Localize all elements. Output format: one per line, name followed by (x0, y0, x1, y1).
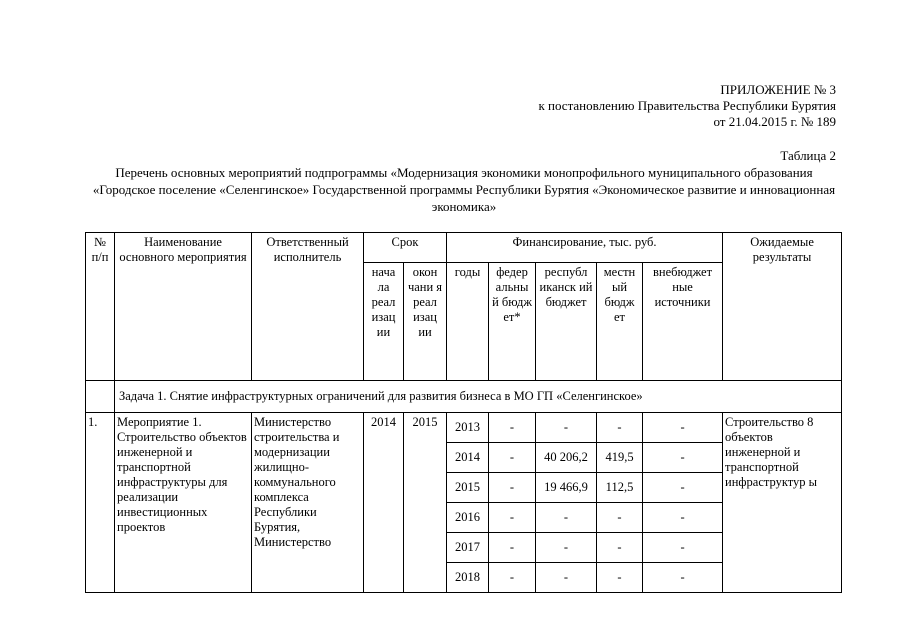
appendix-title: ПРИЛОЖЕНИЕ № 3 (720, 82, 836, 97)
header-name: Наименование основного мероприятия (115, 233, 252, 381)
year-cell: 2014 (447, 443, 489, 473)
header-financing: Финансирование, тыс. руб. (447, 233, 723, 263)
header-executor: Ответственный исполнитель (252, 233, 364, 381)
header-results: Ожидаемые результаты (723, 233, 842, 381)
extra-cell: - (643, 563, 723, 593)
extra-cell: - (643, 473, 723, 503)
federal-cell: - (489, 563, 536, 593)
republic-cell: - (536, 533, 597, 563)
header-term-end: окон чани я реал изац ии (404, 263, 447, 381)
activity-results: Строительство 8 объектов инженерной и транспортной инфраструктур ы (723, 413, 842, 593)
local-cell: - (597, 503, 643, 533)
appendix-date: от 21.04.2015 г. № 189 (713, 114, 836, 129)
header-term-start: нача ла реал изац ии (364, 263, 404, 381)
header-extra: внебюджет ные источники (643, 263, 723, 381)
header-term: Срок (364, 233, 447, 263)
local-cell: 112,5 (597, 473, 643, 503)
local-cell: 419,5 (597, 443, 643, 473)
header-federal: федер альны й бюдж ет* (489, 263, 536, 381)
year-cell: 2018 (447, 563, 489, 593)
task-row: Задача 1. Снятие инфраструктурных ограничений для развития бизнеса в МО ГП «Селенгинское» (115, 381, 842, 413)
local-cell: - (597, 533, 643, 563)
local-cell: - (597, 563, 643, 593)
header-republic: республ иканск ий бюджет (536, 263, 597, 381)
federal-cell: - (489, 413, 536, 443)
table-number: Таблица 2 (780, 148, 836, 163)
year-cell: 2017 (447, 533, 489, 563)
year-cell: 2016 (447, 503, 489, 533)
federal-cell: - (489, 443, 536, 473)
extra-cell: - (643, 413, 723, 443)
federal-cell: - (489, 533, 536, 563)
republic-cell: 40 206,2 (536, 443, 597, 473)
year-cell: 2015 (447, 473, 489, 503)
task-num-empty (86, 381, 115, 413)
federal-cell: - (489, 473, 536, 503)
extra-cell: - (643, 503, 723, 533)
header-num: № п/п (86, 233, 115, 381)
federal-cell: - (489, 503, 536, 533)
activity-executor: Министерство строительства и модернизации жилищно-коммунального комплекса Республики Бурятия, Министерство (252, 413, 364, 593)
document-title: Перечень основных мероприятий подпрограммы «Модернизация экономики монопрофильного муниципального образования «Городское поселение «Селенгинское» Государственной программы Республики Бурятия «Экономическое развитие и инновационная экономика» (92, 165, 836, 214)
appendix-reference: к постановлению Правительства Республики Бурятия (538, 98, 836, 113)
extra-cell: - (643, 533, 723, 563)
activity-num: 1. (86, 413, 115, 593)
republic-cell: - (536, 503, 597, 533)
republic-cell: 19 466,9 (536, 473, 597, 503)
local-cell: - (597, 413, 643, 443)
year-cell: 2013 (447, 413, 489, 443)
activity-start: 2014 (364, 413, 404, 593)
extra-cell: - (643, 443, 723, 473)
republic-cell: - (536, 563, 597, 593)
republic-cell: - (536, 413, 597, 443)
activities-table (85, 232, 842, 593)
header-years: годы (447, 263, 489, 381)
activity-end: 2015 (404, 413, 447, 593)
header-local: местн ый бюдж ет (597, 263, 643, 381)
activity-name: Мероприятие 1. Строительство объектов инженерной и транспортной инфраструктуры для реализации инвестиционных проектов (115, 413, 252, 593)
